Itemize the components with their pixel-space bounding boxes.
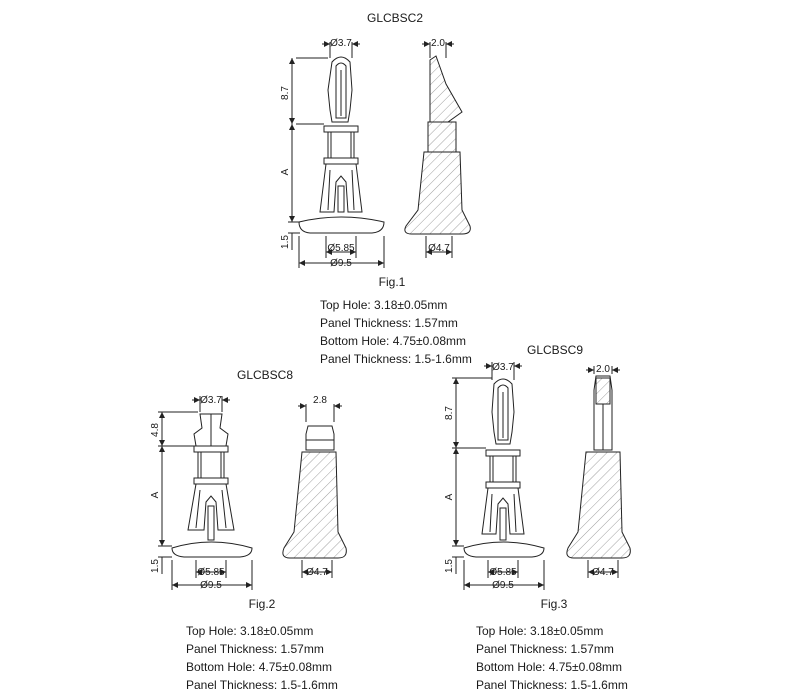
fig3-height: 8.7 bbox=[444, 406, 455, 420]
fig2-neck-dia: Ø5.85 bbox=[197, 567, 225, 578]
fig2-side-view bbox=[283, 404, 346, 578]
fig2-caption: Fig.2 bbox=[248, 597, 276, 611]
fig3-front-view bbox=[452, 362, 544, 590]
fig3-base-dia: Ø9.5 bbox=[492, 580, 514, 591]
fig1-height: 8.7 bbox=[280, 86, 291, 100]
fig2-spec-panel-thickness: Panel Thickness: 1.57mm bbox=[186, 642, 324, 656]
fig1-side-view bbox=[405, 42, 470, 258]
fig3-spec-bottom-hole: Bottom Hole: 4.75±0.08mm bbox=[476, 660, 622, 674]
fig2-front-view bbox=[158, 396, 252, 590]
fig3-spec-top-hole: Top Hole: 3.18±0.05mm bbox=[476, 624, 604, 638]
fig2-flange: 1.5 bbox=[150, 559, 161, 573]
fig2-side-width: 2.8 bbox=[313, 395, 327, 406]
fig2-side-dia: Ø4.7 bbox=[306, 567, 328, 578]
fig1-front-view bbox=[288, 42, 384, 268]
fig2-specs bbox=[186, 622, 338, 694]
fig3-specs bbox=[476, 622, 628, 694]
fig3-model-label: GLCBSC9 bbox=[526, 343, 584, 357]
fig1-spec-panel-thickness: Panel Thickness: 1.57mm bbox=[320, 316, 458, 330]
figure-3 bbox=[444, 343, 630, 611]
fig3-neck-dia: Ø5.85 bbox=[489, 567, 517, 578]
fig3-top-dia: Ø3.7 bbox=[492, 362, 514, 373]
fig2-height: 4.8 bbox=[150, 423, 161, 437]
fig1-spec-top-hole: Top Hole: 3.18±0.05mm bbox=[320, 298, 448, 312]
fig3-side-dia: Ø4.7 bbox=[592, 567, 614, 578]
fig1-spec-bottom-hole: Bottom Hole: 4.75±0.08mm bbox=[320, 334, 466, 348]
fig2-base-dia: Ø9.5 bbox=[200, 580, 222, 591]
fig1-base-dia: Ø9.5 bbox=[330, 258, 352, 269]
fig3-side-width: 2.0 bbox=[596, 364, 610, 375]
fig3-side-view bbox=[567, 366, 630, 578]
fig1-flange: 1.5 bbox=[280, 235, 291, 249]
fig2-spec-top-hole: Top Hole: 3.18±0.05mm bbox=[186, 624, 314, 638]
fig3-spec-panel-thickness-2: Panel Thickness: 1.5-1.6mm bbox=[476, 678, 628, 692]
fig2-top-dia: Ø3.7 bbox=[200, 395, 222, 406]
fig1-top-dia: Ø3.7 bbox=[330, 38, 352, 49]
fig1-length: A bbox=[280, 168, 291, 176]
fig1-side-dia: Ø4.7 bbox=[428, 243, 450, 254]
fig2-spec-bottom-hole: Bottom Hole: 4.75±0.08mm bbox=[186, 660, 332, 674]
fig2-spec-panel-thickness-2: Panel Thickness: 1.5-1.6mm bbox=[186, 678, 338, 692]
fig1-model-label: GLCBSC2 bbox=[366, 11, 424, 25]
fig2-length: A bbox=[150, 491, 161, 499]
fig3-flange: 1.5 bbox=[444, 559, 455, 573]
fig3-caption: Fig.3 bbox=[540, 597, 568, 611]
fig1-side-width: 2.0 bbox=[431, 38, 445, 49]
fig1-spec-panel-thickness-2: Panel Thickness: 1.5-1.6mm bbox=[320, 352, 472, 366]
fig2-model-label: GLCBSC8 bbox=[236, 368, 294, 382]
fig1-neck-dia: Ø5.85 bbox=[327, 243, 355, 254]
fig1-specs bbox=[320, 296, 472, 368]
fig1-caption: Fig.1 bbox=[378, 275, 406, 289]
fig3-length: A bbox=[444, 493, 455, 501]
figure-1 bbox=[280, 11, 470, 289]
fig3-spec-panel-thickness: Panel Thickness: 1.57mm bbox=[476, 642, 614, 656]
figure-2 bbox=[150, 368, 346, 611]
